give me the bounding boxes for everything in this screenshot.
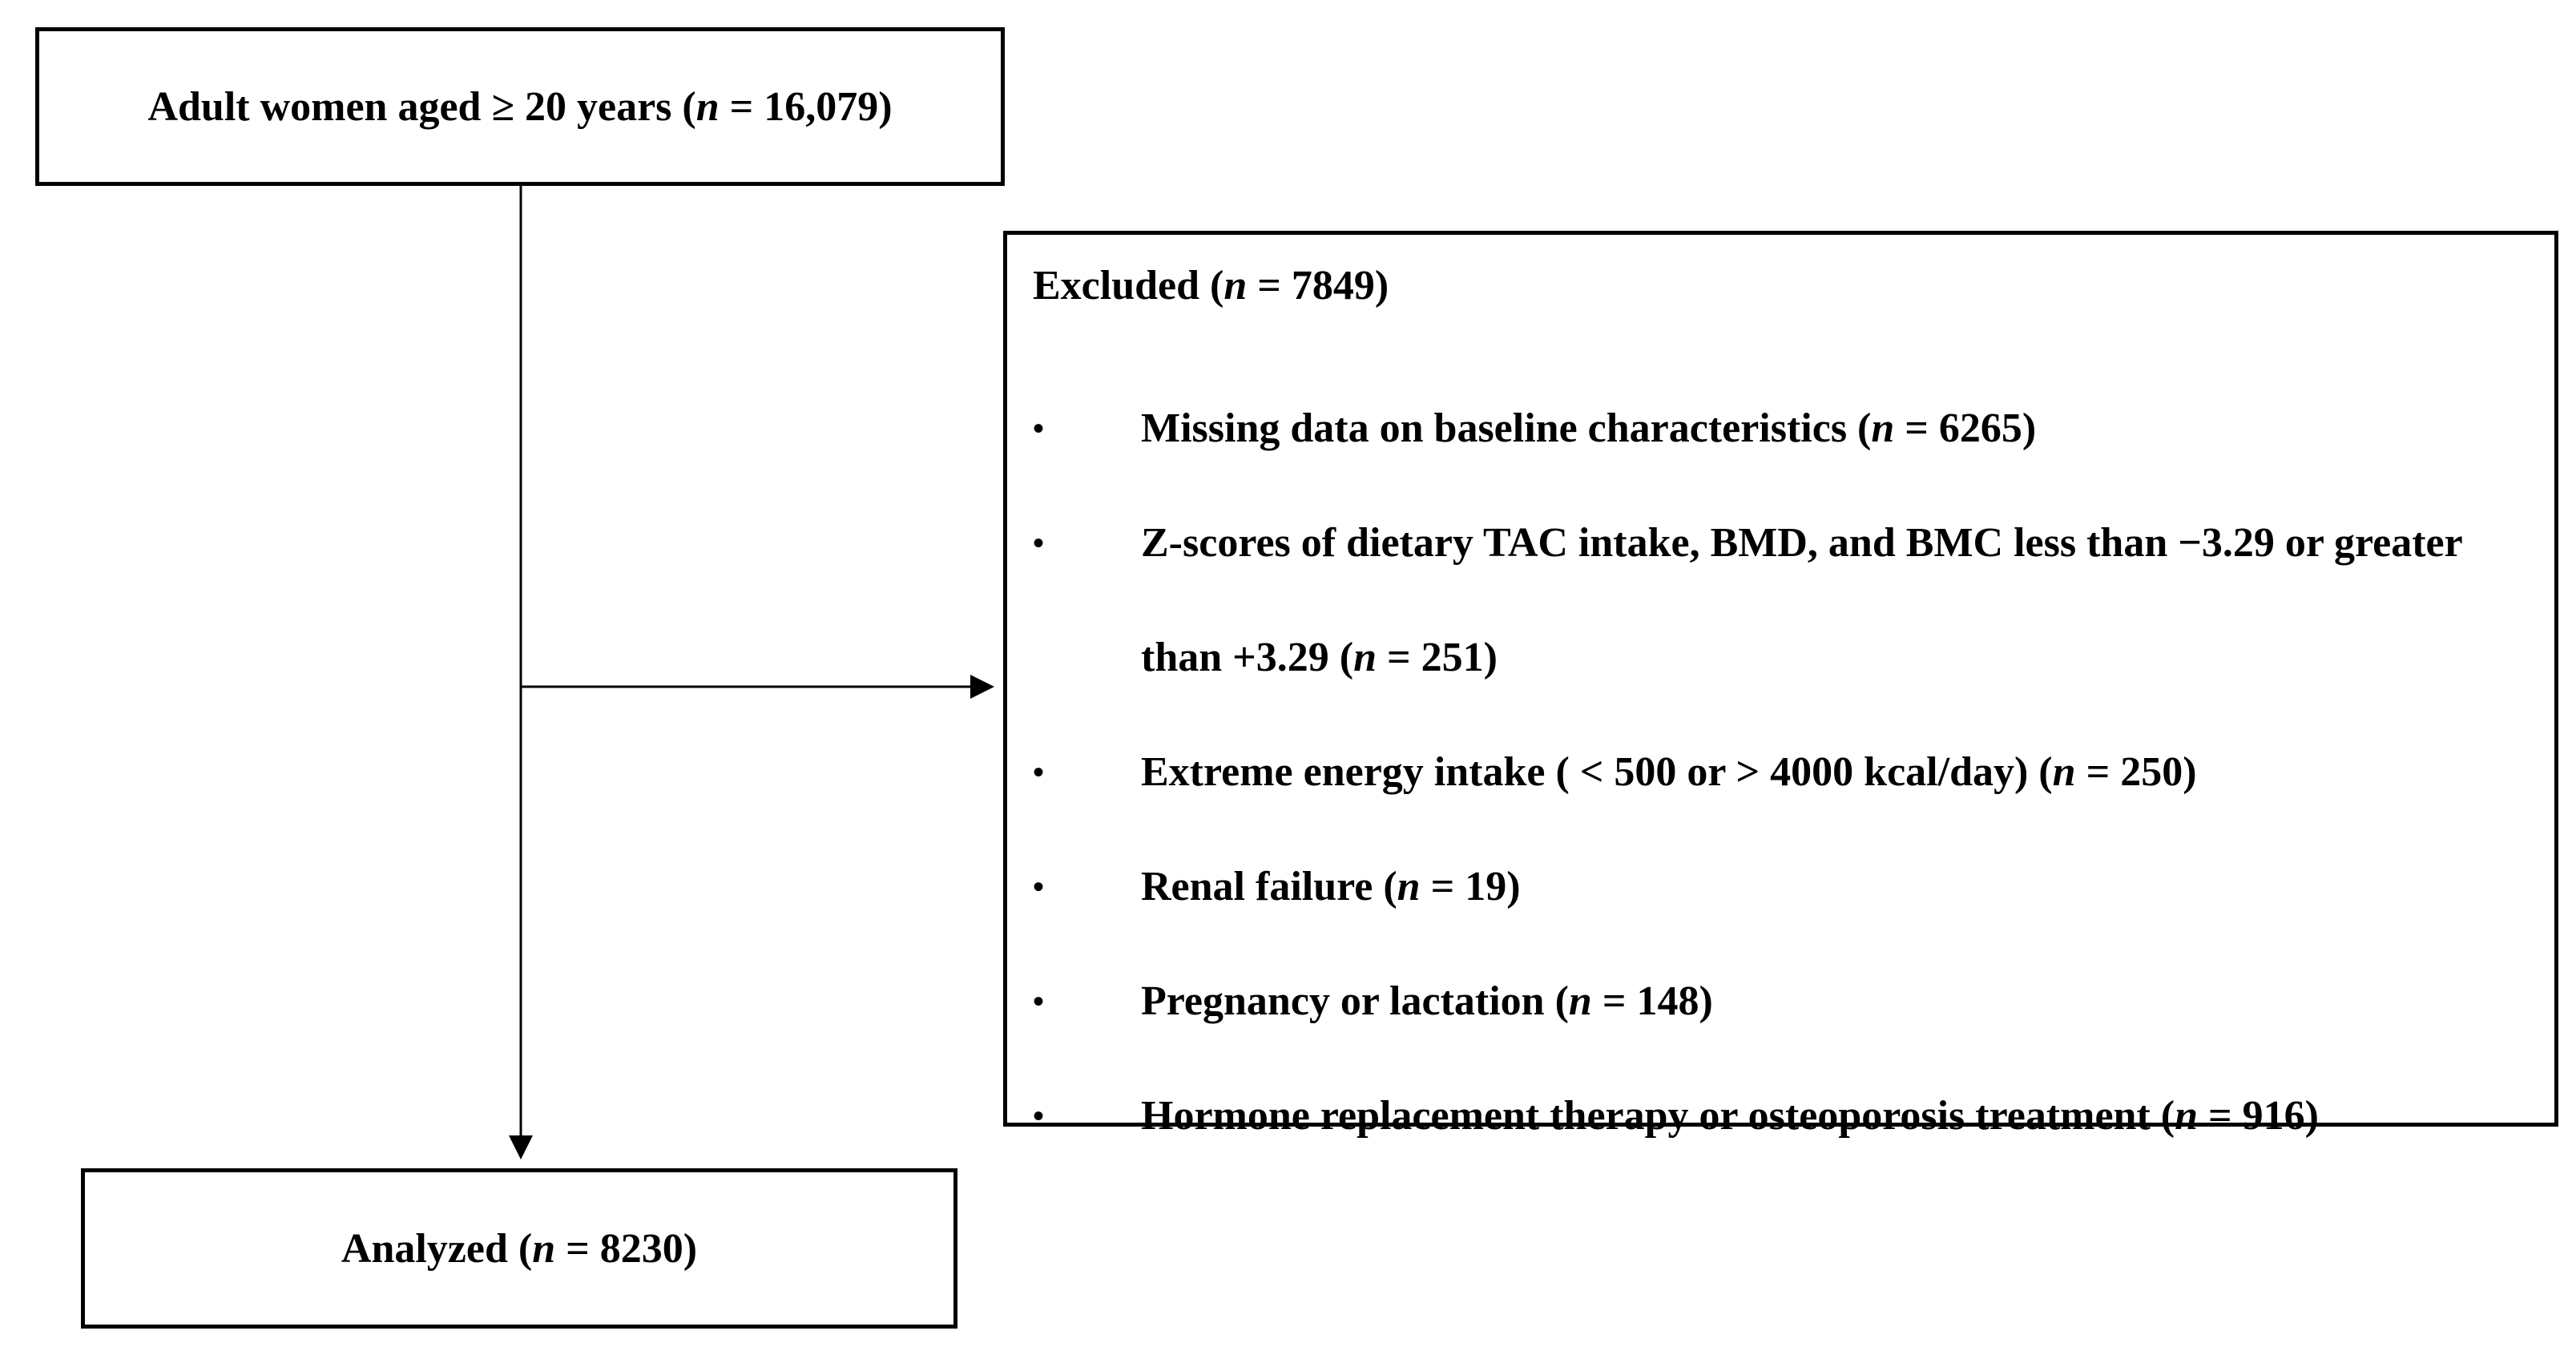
exclusion-item-count: = 6265) [1894,405,2037,451]
exclusion-item-pregnancy [1033,944,2542,1059]
exclusion-item-text: Z-scores of dietary TAC intake, BMD, and BMC less than −3.29 or greater than +3.29 ( [1141,520,2462,680]
sample-size-symbol: n [2052,749,2076,795]
exclusion-item-text: Extreme energy intake ( < 500 or > 4000 kcal/day) ( [1141,749,2053,795]
exclusion-item-hormone-therapy [1033,1059,2542,1173]
sample-size-symbol: n [1397,864,1421,909]
eligible-text-prefix: Adult women aged ≥ 20 years ( [147,83,696,130]
exclusion-item-text: Renal failure ( [1141,864,1397,909]
sample-size-symbol: n [2175,1093,2199,1139]
sample-size-symbol: n [695,83,720,130]
eligible-population-box [35,27,1005,186]
exclusion-item-count: = 148) [1591,978,1713,1024]
sample-size-symbol: n [1871,405,1895,451]
excluded-title [1033,257,1389,315]
exclusion-item-renal-failure [1033,829,2542,944]
bullet-icon: • [1033,525,1045,561]
bullet-icon: • [1033,410,1045,446]
bullet-icon: • [1033,1098,1045,1134]
exclusion-item-text: Hormone replacement therapy or osteoporosis treatment ( [1141,1093,2175,1139]
analyzed-label [341,1225,697,1272]
bullet-icon: • [1033,869,1045,905]
analyzed-text-suffix: = 8230) [555,1225,698,1272]
sample-size-symbol: n [1223,263,1248,309]
bullet-icon: • [1033,983,1045,1019]
exclusion-item-extreme-energy [1033,715,2542,829]
excluded-title-prefix: Excluded ( [1033,263,1224,309]
eligible-text-suffix: = 16,079) [719,83,893,130]
analyzed-box [81,1168,957,1329]
exclusion-item-count: = 250) [2075,749,2197,795]
bullet-icon: • [1033,754,1045,790]
exclusion-item-text: Pregnancy or lactation ( [1141,978,1569,1024]
exclusion-item-count: = 916) [2198,1093,2319,1139]
exclusion-item-missing-data [1033,371,2542,486]
analyzed-text-prefix: Analyzed ( [341,1225,533,1272]
exclusion-criteria-list [1033,371,2542,1173]
exclusion-item-count: = 251) [1377,635,1498,680]
excluded-title-suffix: = 7849) [1247,263,1389,309]
exclusion-item-count: = 19) [1420,864,1521,909]
exclusion-item-text: Missing data on baseline characteristics ( [1141,405,1872,451]
exclusion-item-z-scores [1033,486,2542,715]
sample-size-symbol: n [1568,978,1592,1024]
sample-size-symbol: n [1353,635,1377,680]
excluded-box [1003,231,2558,1139]
eligible-population-label [147,83,892,131]
sample-size-symbol: n [532,1225,556,1272]
